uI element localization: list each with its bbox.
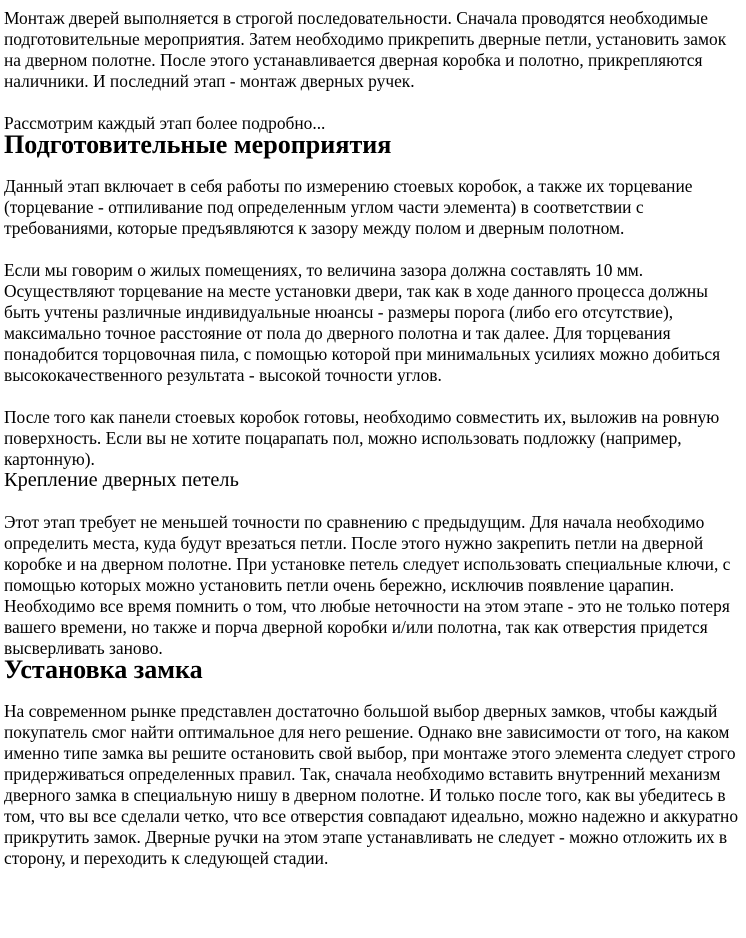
section-heading-hinges: Крепление дверных петель [4, 469, 239, 491]
spacer [4, 92, 744, 113]
spacer [4, 491, 744, 512]
spacer [4, 386, 744, 407]
lead-paragraph: Рассмотрим каждый этап более подробно... [4, 113, 326, 133]
section-paragraph: Этот этап требует не меньшей точности по сравнению с предыдущим. Для начала необходимо определить места, куда будут врезаться петли. После этого нужно закрепить петли на дверной коробке и на дверном полотне. При установке петель следует использовать специальные ключи, с помощью которых можно установить петли очень бережно, исключив появление царапин. Необходимо все время помнить о том, что любые неточности на этом этапе - это не только потеря вашего времени, но также и порча дверной коробки и/или полотна, так как отверстия придется высверливать заново. [4, 512, 735, 658]
intro-paragraph: Монтаж дверей выполняется в строгой последовательности. Сначала проводятся необходимые подготовительные мероприятия. Затем необходимо прикрепить дверные петли, установить замок на дверном полотне. После этого устанавливается дверная коробка и полотно, прикрепляются наличники. И последний этап - монтаж дверных ручек. [4, 8, 731, 91]
section-paragraph: Данный этап включает в себя работы по измерению стоевых коробок, а также их торцевание (торцевание - отпиливание под определенным углом части элемента) в соответствии с требованиями, которые предъявляются к зазору между полом и дверным полотном. [4, 176, 697, 238]
section-heading-preparation: Подготовительные мероприятия [4, 130, 392, 159]
section-heading-lock: Установка замка [4, 655, 203, 684]
section-paragraph: На современном рынке представлен достаточно большой выбор дверных замков, чтобы каждый покупатель смог найти оптимальное для него решение. Однако вне зависимости от того, на каком именно типе замка вы решите остановить свой выбор, при монтаже этого элемента следует строго придерживаться определенных правил. Так, сначала необходимо вставить внутренний механизм дверного замка в специальную нишу в дверном полотне. И только после того, как вы убедитесь в том, что вы все сделали четко, что все отверстия совпадают идеально, можно надежно и аккуратно прикрутить замок. Дверные ручки на этом этапе устанавливать не следует - можно отложить их в сторону, и переходить к следующей стадии. [4, 701, 743, 868]
section-paragraph: После того как панели стоевых коробок готовы, необходимо совместить их, выложив на ровную поверхность. Если вы не хотите поцарапать пол, можно использовать подложку (например, картонную). [4, 407, 724, 469]
spacer [4, 239, 744, 260]
section-paragraph: Если мы говорим о жилых помещениях, то величина зазора должна составлять 10 мм. Осуществляют торцевание на месте установки двери, так как в ходе данного процесса должны быть учтены различные индивидуальные нюансы - размеры порога (либо его отсутствие), максимально точное расстояние от пола до дверного полотна и так далее. Для торцевания понадобится торцовочная пила, с помощью которой при минимальных усилиях можно добиться высококачественного результата - высокой точности углов. [4, 260, 725, 385]
